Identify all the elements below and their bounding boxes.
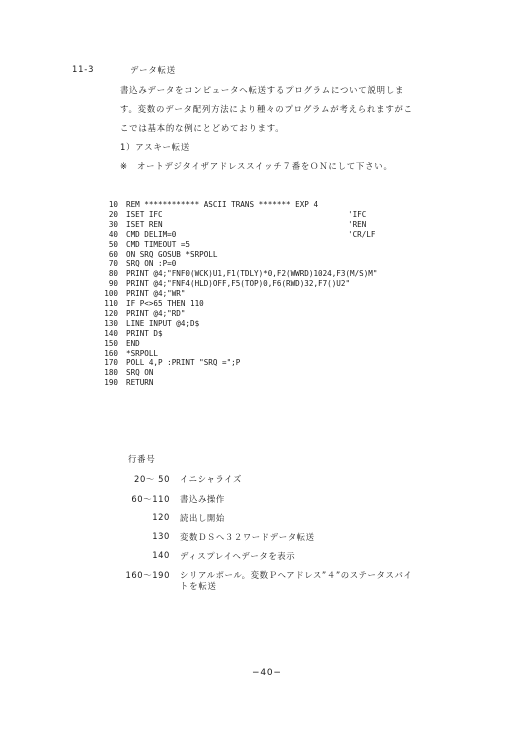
code-line-text: PRINT D$ [126,328,163,338]
intro-line-2: す。変数のデータ配列方法により種々のプログラムが考えられますがこ [120,104,413,114]
code-line [0,279,525,289]
code-line-text: PRINT @4;"FNF4(HLD)OFF,F5(TOP)0,F6(RWD)32,F7()U2" [126,279,351,289]
code-line [0,378,525,388]
legend-description: 読出し開始 [180,513,225,523]
code-listing [0,200,525,388]
code-line-text: ON SRQ GOSUB *SRPOLL [126,249,218,259]
legend-description: イニシャライズ [180,474,242,484]
code-line-number: 20 [108,209,118,219]
code-line-number: 170 [104,358,118,368]
intro-line-1: 書込みデータをコンピュータへ転送するプログラムについて説明しま [120,85,405,95]
code-line [0,269,525,279]
code-line-text: END [126,338,140,348]
code-line-number: 60 [108,249,118,259]
code-line-number: 110 [104,299,118,308]
code-line-number: 160 [104,348,118,358]
code-line [0,349,525,359]
page-number: −40− [252,668,282,678]
legend-line-number: 160～190 [125,570,170,580]
code-line-number: 100 [104,289,118,299]
code-line [0,319,525,329]
code-line [0,339,525,349]
code-line-number: 150 [104,338,118,348]
code-line [0,210,525,220]
legend-row [0,531,525,545]
code-line-number: 30 [108,219,118,229]
code-line [0,220,525,230]
code-line-text: *SRPOLL [126,348,159,358]
intro-line-3: こでは基本的な例にとどめております。 [120,123,285,133]
code-line-number: 70 [108,259,118,269]
legend-description: シリアルポール。変数Ｐへアドレス”４”のステータスバイ [180,570,413,580]
note-text: ※ オートデジタイザアドレススイッチ７番をＯＮにして下さい。 [120,161,393,171]
code-line-comment: 'CR/LF [348,229,376,239]
code-line [0,329,525,339]
legend-line-number: 20～ 50 [134,474,170,484]
code-line-text: CMD DELIM=0 [126,229,177,239]
code-line-text: REM ************ ASCII TRANS ******* EXP 4 [126,200,319,209]
code-line [0,358,525,368]
legend-row [0,493,525,507]
code-line-comment: 'REN [348,219,367,229]
code-line-number: 180 [104,368,118,378]
code-line-text: POLL 4,P :PRINT "SRQ =";P [126,358,241,368]
code-line-text: ISET REN [126,219,163,229]
legend-line-number: 60～110 [131,494,170,504]
code-line-number: 80 [108,269,118,279]
code-line-text: PRINT @4;"RD" [126,308,186,318]
code-line [0,368,525,378]
code-line [0,299,525,309]
code-line [0,240,525,250]
code-line-text: SRQ ON :P=0 [126,259,177,269]
code-line [0,289,525,299]
legend-line-number: 120 [152,512,170,522]
code-line-text: SRQ ON [126,368,154,378]
code-line-text: ISET IFC [126,209,163,219]
code-line-number: 190 [104,378,118,388]
code-line-text: PRINT @4;"WR" [126,289,186,299]
section-number: 11-3 [72,64,95,74]
legend-continuation: トを転送 [180,581,217,591]
code-line-number: 10 [108,200,118,209]
legend-title: 行番号 [128,454,156,464]
code-line-number: 130 [104,318,118,328]
code-line [0,259,525,269]
code-line [0,200,525,210]
code-line-text: LINE INPUT @4;D$ [126,318,200,328]
code-line [0,250,525,260]
code-line [0,230,525,240]
code-line [0,309,525,319]
code-line-text: IF P<>65 THEN 110 [126,299,204,308]
legend-row [0,473,525,487]
code-line-number: 40 [108,229,118,239]
code-line-text: RETURN [126,378,154,388]
legend-line-number: 140 [152,550,170,560]
legend-row [0,550,525,564]
legend-line-number: 130 [152,531,170,541]
code-line-number: 120 [104,308,118,318]
legend-description: 書込み操作 [180,494,225,504]
code-line-number: 50 [108,239,118,249]
code-line-number: 140 [104,328,118,338]
legend-description: ディスプレイへデータを表示 [180,551,296,561]
code-line-text: PRINT @4;"FNF0(WCK)U1,F1(TDLY)*0,F2(WWRD)1024,F3(M/S)M" [126,269,378,279]
legend-description: 変数ＤＳへ３２ワードデータ転送 [180,532,315,542]
subsection-heading: 1）アスキー転送 [120,142,191,152]
section-title: データ転送 [130,65,176,75]
legend-row [0,512,525,526]
code-line-comment: 'IFC [348,209,367,219]
legend-row [0,569,525,583]
code-line-text: CMD TIMEOUT =5 [126,239,191,249]
code-line-number: 90 [108,279,118,289]
